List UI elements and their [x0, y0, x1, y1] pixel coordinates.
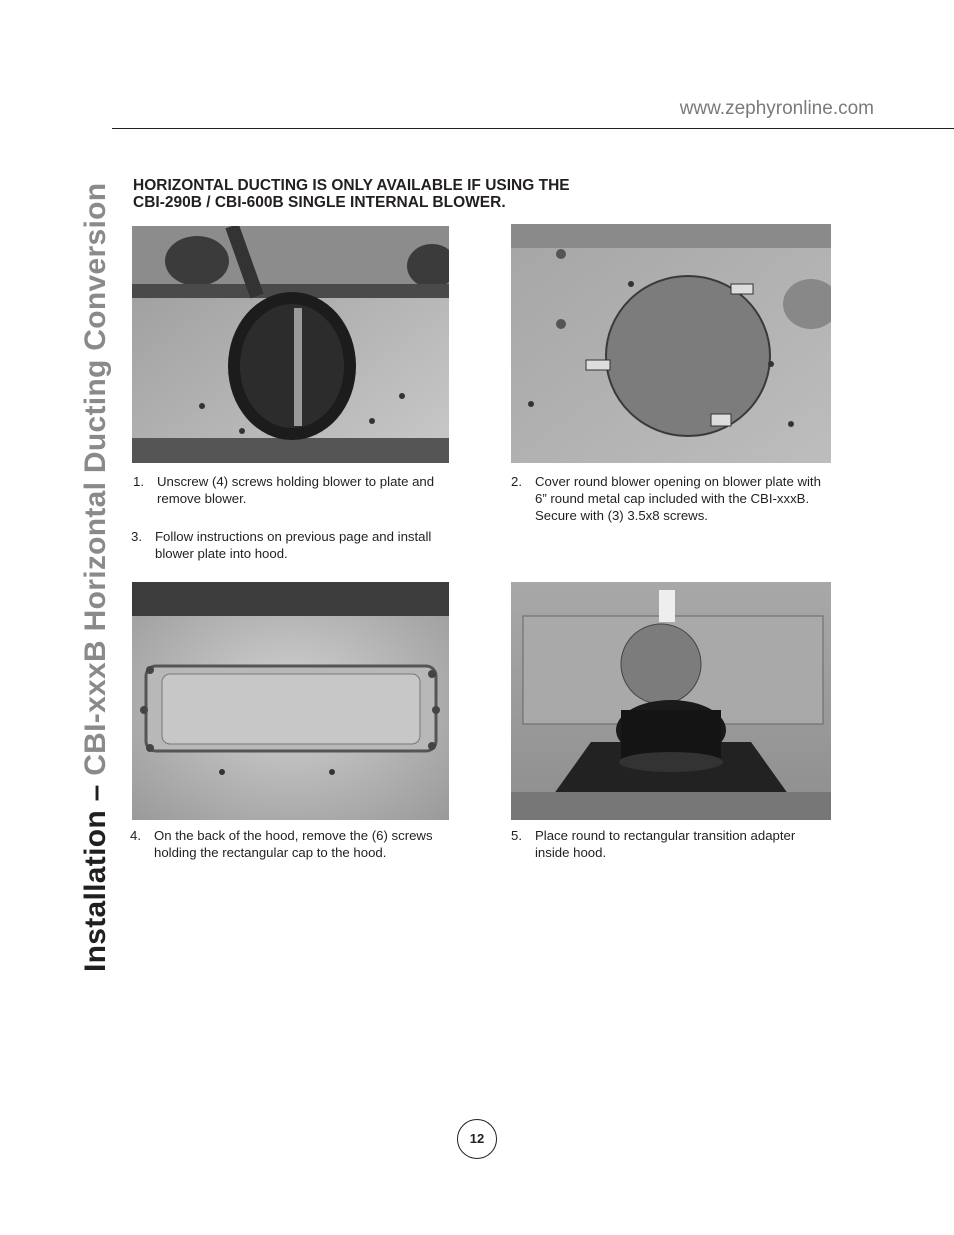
- step-1-number: 1.: [133, 474, 144, 489]
- photo-cover-opening: [511, 224, 831, 463]
- heading-line-1: HORIZONTAL DUCTING IS ONLY AVAILABLE IF USING THE: [133, 177, 570, 194]
- step-5: [511, 827, 821, 861]
- heading-line-2: CBI-290B / CBI-600B SINGLE INTERNAL BLOWER.: [133, 194, 506, 211]
- step-4-text: On the back of the hood, remove the (6) screws holding the rectangular cap to the hood.: [154, 828, 433, 860]
- step-5-number: 5.: [511, 828, 522, 843]
- step-5-text: Place round to rectangular transition adapter inside hood.: [535, 828, 796, 860]
- step-4-number: 4.: [130, 828, 141, 843]
- step-1: [133, 473, 458, 507]
- step-2-number: 2.: [511, 474, 522, 489]
- step-3-text: Follow instructions on previous page and install blower plate into hood.: [155, 529, 432, 561]
- section-heading: [133, 177, 570, 211]
- step-1-text: Unscrew (4) screws holding blower to plate and remove blower.: [157, 474, 435, 506]
- step-3-number: 3.: [131, 529, 142, 544]
- header-rule: [112, 128, 954, 129]
- step-2: [511, 473, 821, 524]
- photo-rectangular-cap: [132, 582, 449, 820]
- photo-transition-adapter: [511, 582, 831, 820]
- side-title-main: CBI-xxxB Horizontal Ducting Conversion: [79, 182, 112, 776]
- step-4: [130, 827, 460, 861]
- page-number: 12: [457, 1119, 497, 1159]
- website-url[interactable]: www.zephyronline.com: [679, 98, 874, 119]
- photo-unscrew-blower: [132, 226, 449, 463]
- step-3: [131, 528, 456, 562]
- side-title: [79, 152, 113, 972]
- side-title-prefix: Installation –: [79, 775, 112, 972]
- step-2-text: Cover round blower opening on blower plate with 6” round metal cap included with the CBI-xxxB. Secure with (3) 3.5x8 screws.: [535, 474, 821, 523]
